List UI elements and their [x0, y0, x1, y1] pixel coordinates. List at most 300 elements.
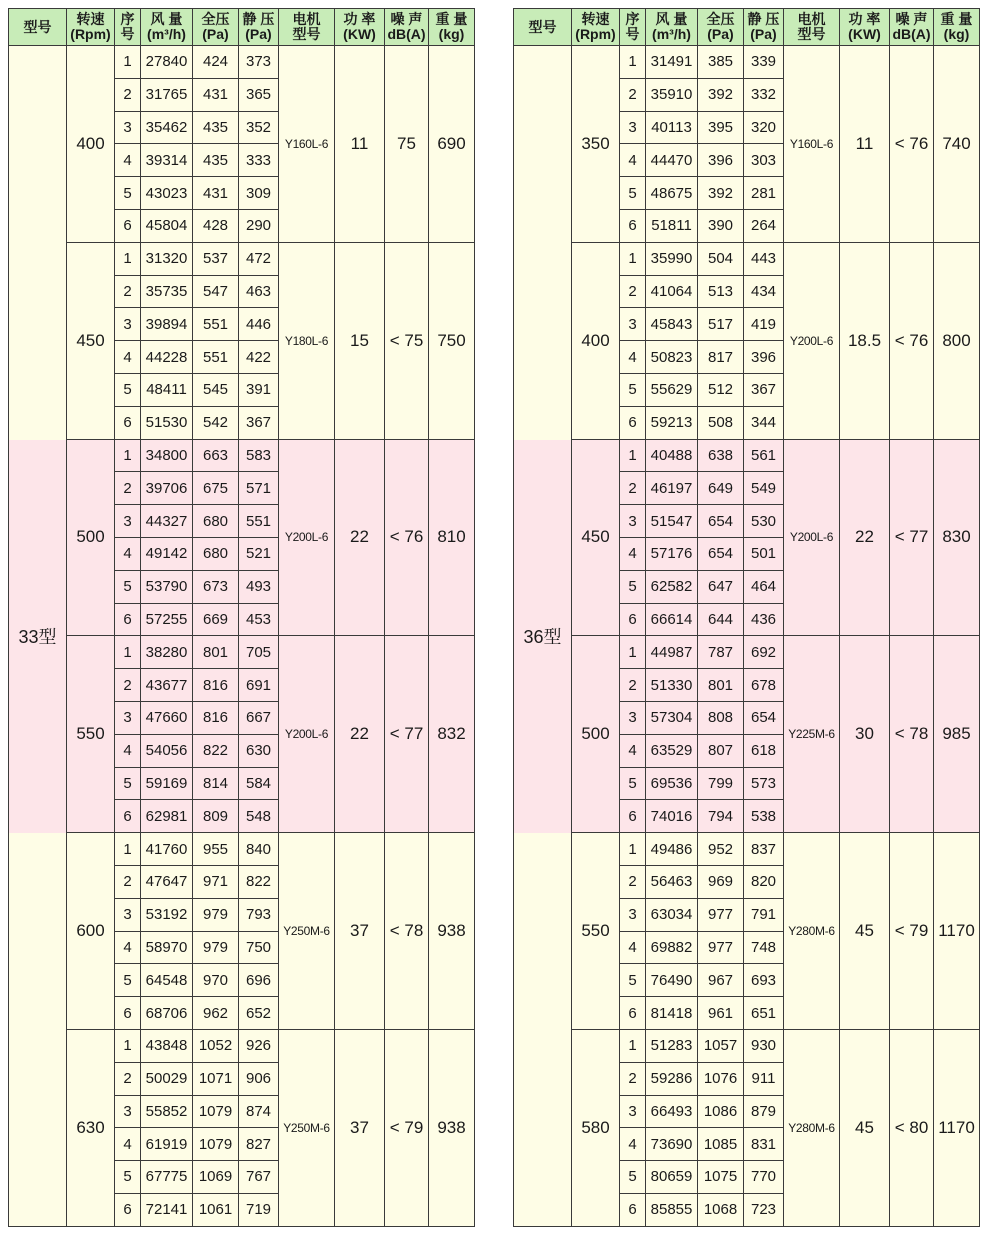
noise-cell: < 78 — [385, 833, 429, 1030]
row-number-cell: 2 — [620, 472, 646, 505]
row-number-cell: 2 — [115, 472, 141, 505]
power-cell: 22 — [335, 439, 385, 636]
total-pressure-cell: 545 — [193, 373, 239, 406]
total-pressure-cell: 817 — [698, 341, 744, 374]
airflow-cell: 40113 — [646, 111, 698, 144]
header-noise — [385, 9, 429, 46]
power-cell: 11 — [840, 46, 890, 243]
airflow-cell: 54056 — [141, 734, 193, 767]
static-pressure-cell: 472 — [239, 242, 279, 275]
static-pressure-cell: 879 — [744, 1095, 784, 1128]
row-number-cell: 4 — [620, 1128, 646, 1161]
table-row — [9, 242, 475, 275]
header-rpm-line: 转速 — [581, 11, 610, 27]
header-motor-line: 型号 — [797, 26, 826, 42]
static-pressure-cell: 530 — [744, 505, 784, 538]
total-pressure-cell: 551 — [193, 341, 239, 374]
motor-model-cell: Y250M-6 — [279, 1029, 335, 1226]
row-number-cell: 2 — [115, 1062, 141, 1095]
table-row — [9, 439, 475, 472]
spec-table-33 — [8, 8, 475, 1227]
header-flow-line: 风 量 — [150, 11, 183, 27]
static-pressure-cell: 678 — [744, 669, 784, 702]
static-pressure-cell: 926 — [239, 1029, 279, 1062]
motor-model-cell: Y160L-6 — [279, 46, 335, 243]
total-pressure-cell: 392 — [698, 78, 744, 111]
header-weight-line: (kg) — [943, 26, 970, 42]
static-pressure-cell: 723 — [744, 1193, 784, 1226]
header-total-pressure-line: (Pa) — [202, 26, 229, 42]
static-pressure-cell: 837 — [744, 833, 784, 866]
power-cell: 45 — [840, 1029, 890, 1226]
static-pressure-cell: 584 — [239, 767, 279, 800]
header-static-pressure — [239, 9, 279, 46]
motor-model-cell: Y200L-6 — [279, 439, 335, 636]
total-pressure-cell: 654 — [698, 505, 744, 538]
airflow-cell: 48411 — [141, 373, 193, 406]
row-number-cell: 4 — [115, 931, 141, 964]
row-number-cell: 4 — [620, 734, 646, 767]
airflow-cell: 74016 — [646, 800, 698, 833]
row-number-cell: 3 — [620, 1095, 646, 1128]
row-number-cell: 4 — [620, 144, 646, 177]
weight-cell: 740 — [934, 46, 980, 243]
row-number-cell: 2 — [620, 865, 646, 898]
airflow-cell: 72141 — [141, 1193, 193, 1226]
total-pressure-cell: 1086 — [698, 1095, 744, 1128]
row-number-cell: 6 — [115, 209, 141, 242]
airflow-cell: 27840 — [141, 46, 193, 79]
row-number-cell: 6 — [115, 406, 141, 439]
rpm-cell: 630 — [67, 1029, 115, 1226]
row-number-cell: 6 — [115, 603, 141, 636]
airflow-cell: 41760 — [141, 833, 193, 866]
weight-cell: 1170 — [934, 833, 980, 1030]
power-cell: 45 — [840, 833, 890, 1030]
total-pressure-cell: 647 — [698, 570, 744, 603]
total-pressure-cell: 816 — [193, 669, 239, 702]
static-pressure-cell: 618 — [744, 734, 784, 767]
header-no-line: 号 — [120, 26, 135, 42]
total-pressure-cell: 977 — [698, 931, 744, 964]
total-pressure-cell: 395 — [698, 111, 744, 144]
static-pressure-cell: 561 — [744, 439, 784, 472]
total-pressure-cell: 1069 — [193, 1161, 239, 1194]
rpm-cell: 400 — [67, 46, 115, 243]
static-pressure-cell: 840 — [239, 833, 279, 866]
airflow-cell: 41064 — [646, 275, 698, 308]
row-number-cell: 6 — [620, 603, 646, 636]
row-number-cell: 1 — [115, 1029, 141, 1062]
header-total-pressure — [193, 9, 239, 46]
total-pressure-cell: 551 — [193, 308, 239, 341]
static-pressure-cell: 793 — [239, 898, 279, 931]
airflow-cell: 68706 — [141, 997, 193, 1030]
total-pressure-cell: 428 — [193, 209, 239, 242]
rpm-cell: 550 — [572, 833, 620, 1030]
motor-model-cell: Y280M-6 — [784, 833, 840, 1030]
header-power-line: (KW) — [848, 26, 881, 42]
noise-cell: < 80 — [890, 1029, 934, 1226]
rpm-cell: 500 — [67, 439, 115, 636]
row-number-cell: 6 — [115, 800, 141, 833]
total-pressure-cell: 675 — [193, 472, 239, 505]
header-motor-line: 型号 — [292, 26, 321, 42]
total-pressure-cell: 971 — [193, 865, 239, 898]
row-number-cell: 4 — [115, 1128, 141, 1161]
header-power-line: 功 率 — [848, 11, 881, 27]
static-pressure-cell: 538 — [744, 800, 784, 833]
static-pressure-cell: 463 — [239, 275, 279, 308]
header-motor-line: 电机 — [797, 11, 826, 27]
total-pressure-cell: 638 — [698, 439, 744, 472]
airflow-cell: 53790 — [141, 570, 193, 603]
row-number-cell: 3 — [620, 308, 646, 341]
row-number-cell: 6 — [620, 209, 646, 242]
static-pressure-cell: 303 — [744, 144, 784, 177]
airflow-cell: 44470 — [646, 144, 698, 177]
header-rpm-line: (Rpm) — [70, 26, 111, 42]
static-pressure-cell: 436 — [744, 603, 784, 636]
header-total-pressure-line: 全压 — [201, 11, 230, 27]
row-number-cell: 1 — [115, 439, 141, 472]
power-cell: 11 — [335, 46, 385, 243]
total-pressure-cell: 673 — [193, 570, 239, 603]
row-number-cell: 1 — [620, 636, 646, 669]
power-cell: 37 — [335, 1029, 385, 1226]
airflow-cell: 44327 — [141, 505, 193, 538]
total-pressure-cell: 431 — [193, 78, 239, 111]
airflow-cell: 31320 — [141, 242, 193, 275]
row-number-cell: 4 — [620, 931, 646, 964]
table-row — [9, 833, 475, 866]
static-pressure-cell: 549 — [744, 472, 784, 505]
static-pressure-cell: 705 — [239, 636, 279, 669]
header-noise-line: 噪 声 — [895, 11, 928, 27]
weight-cell: 938 — [429, 1029, 475, 1226]
airflow-cell: 73690 — [646, 1128, 698, 1161]
airflow-cell: 51283 — [646, 1029, 698, 1062]
total-pressure-cell: 1052 — [193, 1029, 239, 1062]
static-pressure-cell: 770 — [744, 1161, 784, 1194]
header-rpm — [572, 9, 620, 46]
static-pressure-cell: 453 — [239, 603, 279, 636]
static-pressure-cell: 831 — [744, 1128, 784, 1161]
total-pressure-cell: 504 — [698, 242, 744, 275]
static-pressure-cell: 551 — [239, 505, 279, 538]
rpm-cell: 450 — [572, 439, 620, 636]
row-number-cell: 1 — [620, 439, 646, 472]
motor-model-cell: Y160L-6 — [784, 46, 840, 243]
static-pressure-cell: 434 — [744, 275, 784, 308]
row-number-cell: 5 — [620, 570, 646, 603]
static-pressure-cell: 827 — [239, 1128, 279, 1161]
airflow-cell: 80659 — [646, 1161, 698, 1194]
row-number-cell: 3 — [620, 898, 646, 931]
total-pressure-cell: 816 — [193, 701, 239, 734]
airflow-cell: 51330 — [646, 669, 698, 702]
header-noise — [890, 9, 934, 46]
airflow-cell: 51530 — [141, 406, 193, 439]
static-pressure-cell: 748 — [744, 931, 784, 964]
header-weight — [429, 9, 475, 46]
airflow-cell: 45804 — [141, 209, 193, 242]
static-pressure-cell: 691 — [239, 669, 279, 702]
row-number-cell: 6 — [620, 997, 646, 1030]
total-pressure-cell: 1061 — [193, 1193, 239, 1226]
total-pressure-cell: 435 — [193, 144, 239, 177]
row-number-cell: 4 — [115, 734, 141, 767]
total-pressure-cell: 424 — [193, 46, 239, 79]
static-pressure-cell: 571 — [239, 472, 279, 505]
power-cell: 22 — [335, 636, 385, 833]
static-pressure-cell: 391 — [239, 373, 279, 406]
motor-model-cell: Y225M-6 — [784, 636, 840, 833]
header-static-pressure-line: (Pa) — [750, 26, 777, 42]
total-pressure-cell: 390 — [698, 209, 744, 242]
static-pressure-cell: 422 — [239, 341, 279, 374]
static-pressure-cell: 290 — [239, 209, 279, 242]
static-pressure-cell: 820 — [744, 865, 784, 898]
header-static-pressure-line: 静 压 — [747, 11, 780, 27]
airflow-cell: 34800 — [141, 439, 193, 472]
total-pressure-cell: 979 — [193, 931, 239, 964]
motor-model-cell: Y280M-6 — [784, 1029, 840, 1226]
noise-cell: < 76 — [890, 46, 934, 243]
row-number-cell: 2 — [115, 78, 141, 111]
weight-cell: 810 — [429, 439, 475, 636]
header-flow — [646, 9, 698, 46]
weight-cell: 830 — [934, 439, 980, 636]
static-pressure-cell: 446 — [239, 308, 279, 341]
row-number-cell: 1 — [115, 46, 141, 79]
motor-model-cell: Y250M-6 — [279, 833, 335, 1030]
noise-cell: < 79 — [385, 1029, 429, 1226]
noise-cell: < 78 — [890, 636, 934, 833]
static-pressure-cell: 548 — [239, 800, 279, 833]
header-motor-line: 电机 — [292, 11, 321, 27]
header-weight — [934, 9, 980, 46]
noise-cell: < 76 — [385, 439, 429, 636]
header-flow-line: (m³/h) — [652, 26, 691, 42]
noise-cell: 75 — [385, 46, 429, 243]
static-pressure-cell: 667 — [239, 701, 279, 734]
row-number-cell: 2 — [620, 669, 646, 702]
header-rpm-line: (Rpm) — [575, 26, 616, 42]
total-pressure-cell: 517 — [698, 308, 744, 341]
row-number-cell: 3 — [115, 898, 141, 931]
table-row — [514, 242, 980, 275]
row-number-cell: 1 — [115, 636, 141, 669]
static-pressure-cell: 264 — [744, 209, 784, 242]
row-number-cell: 5 — [115, 177, 141, 210]
airflow-cell: 63529 — [646, 734, 698, 767]
row-number-cell: 6 — [115, 1193, 141, 1226]
row-number-cell: 1 — [115, 242, 141, 275]
static-pressure-cell: 696 — [239, 964, 279, 997]
total-pressure-cell: 537 — [193, 242, 239, 275]
row-number-cell: 3 — [620, 505, 646, 538]
total-pressure-cell: 822 — [193, 734, 239, 767]
total-pressure-cell: 814 — [193, 767, 239, 800]
noise-cell: < 79 — [890, 833, 934, 1030]
total-pressure-cell: 809 — [193, 800, 239, 833]
total-pressure-cell: 801 — [698, 669, 744, 702]
total-pressure-cell: 644 — [698, 603, 744, 636]
airflow-cell: 38280 — [141, 636, 193, 669]
noise-cell: < 77 — [890, 439, 934, 636]
row-number-cell: 1 — [620, 833, 646, 866]
airflow-cell: 64548 — [141, 964, 193, 997]
table-row — [9, 636, 475, 669]
airflow-cell: 57176 — [646, 537, 698, 570]
static-pressure-cell: 930 — [744, 1029, 784, 1062]
static-pressure-cell: 332 — [744, 78, 784, 111]
row-number-cell: 5 — [115, 767, 141, 800]
power-cell: 30 — [840, 636, 890, 833]
row-number-cell: 3 — [620, 701, 646, 734]
weight-cell: 690 — [429, 46, 475, 243]
row-number-cell: 4 — [620, 537, 646, 570]
static-pressure-cell: 396 — [744, 341, 784, 374]
airflow-cell: 50823 — [646, 341, 698, 374]
static-pressure-cell: 906 — [239, 1062, 279, 1095]
row-number-cell: 1 — [620, 242, 646, 275]
total-pressure-cell: 807 — [698, 734, 744, 767]
total-pressure-cell: 385 — [698, 46, 744, 79]
table-row — [514, 833, 980, 866]
row-number-cell: 4 — [115, 341, 141, 374]
airflow-cell: 35462 — [141, 111, 193, 144]
total-pressure-cell: 663 — [193, 439, 239, 472]
static-pressure-cell: 693 — [744, 964, 784, 997]
airflow-cell: 46197 — [646, 472, 698, 505]
total-pressure-cell: 799 — [698, 767, 744, 800]
header-weight-line: 重 量 — [940, 11, 973, 27]
row-number-cell: 5 — [620, 964, 646, 997]
static-pressure-cell: 822 — [239, 865, 279, 898]
weight-cell: 985 — [934, 636, 980, 833]
airflow-cell: 62981 — [141, 800, 193, 833]
static-pressure-cell: 373 — [239, 46, 279, 79]
row-number-cell: 1 — [620, 1029, 646, 1062]
row-number-cell: 3 — [115, 1095, 141, 1128]
total-pressure-cell: 979 — [193, 898, 239, 931]
airflow-cell: 66493 — [646, 1095, 698, 1128]
total-pressure-cell: 680 — [193, 505, 239, 538]
header-static-pressure — [744, 9, 784, 46]
total-pressure-cell: 649 — [698, 472, 744, 505]
header-weight-line: 重 量 — [435, 11, 468, 27]
table-row — [514, 46, 980, 79]
airflow-cell: 39314 — [141, 144, 193, 177]
airflow-cell: 40488 — [646, 439, 698, 472]
airflow-cell: 63034 — [646, 898, 698, 931]
static-pressure-cell: 874 — [239, 1095, 279, 1128]
total-pressure-cell: 513 — [698, 275, 744, 308]
row-number-cell: 6 — [115, 997, 141, 1030]
header-motor — [784, 9, 840, 46]
row-number-cell: 2 — [115, 669, 141, 702]
row-number-cell: 4 — [115, 537, 141, 570]
weight-cell: 800 — [934, 242, 980, 439]
total-pressure-cell: 970 — [193, 964, 239, 997]
airflow-cell: 59213 — [646, 406, 698, 439]
total-pressure-cell: 547 — [193, 275, 239, 308]
static-pressure-cell: 367 — [239, 406, 279, 439]
airflow-cell: 59286 — [646, 1062, 698, 1095]
static-pressure-cell: 719 — [239, 1193, 279, 1226]
header-flow-line: 风 量 — [655, 11, 688, 27]
total-pressure-cell: 431 — [193, 177, 239, 210]
model-label: 36型 — [514, 46, 572, 1227]
airflow-cell: 59169 — [141, 767, 193, 800]
total-pressure-cell: 680 — [193, 537, 239, 570]
rpm-cell: 400 — [572, 242, 620, 439]
row-number-cell: 6 — [620, 800, 646, 833]
total-pressure-cell: 1057 — [698, 1029, 744, 1062]
total-pressure-cell: 1076 — [698, 1062, 744, 1095]
total-pressure-cell: 435 — [193, 111, 239, 144]
weight-cell: 1170 — [934, 1029, 980, 1226]
total-pressure-cell: 794 — [698, 800, 744, 833]
static-pressure-cell: 692 — [744, 636, 784, 669]
motor-model-cell: Y200L-6 — [279, 636, 335, 833]
static-pressure-cell: 767 — [239, 1161, 279, 1194]
noise-cell: < 75 — [385, 242, 429, 439]
power-cell: 22 — [840, 439, 890, 636]
total-pressure-cell: 1085 — [698, 1128, 744, 1161]
airflow-cell: 85855 — [646, 1193, 698, 1226]
rpm-cell: 600 — [67, 833, 115, 1030]
total-pressure-cell: 969 — [698, 865, 744, 898]
row-number-cell: 5 — [620, 373, 646, 406]
total-pressure-cell: 654 — [698, 537, 744, 570]
power-cell: 18.5 — [840, 242, 890, 439]
power-cell: 15 — [335, 242, 385, 439]
row-number-cell: 3 — [620, 111, 646, 144]
static-pressure-cell: 501 — [744, 537, 784, 570]
rpm-cell: 500 — [572, 636, 620, 833]
airflow-cell: 44987 — [646, 636, 698, 669]
total-pressure-cell: 962 — [193, 997, 239, 1030]
header-noise-line: dB(A) — [892, 26, 931, 42]
static-pressure-cell: 309 — [239, 177, 279, 210]
airflow-cell: 81418 — [646, 997, 698, 1030]
header-no — [620, 9, 646, 46]
static-pressure-cell: 320 — [744, 111, 784, 144]
static-pressure-cell: 583 — [239, 439, 279, 472]
static-pressure-cell: 464 — [744, 570, 784, 603]
header-power — [840, 9, 890, 46]
airflow-cell: 66614 — [646, 603, 698, 636]
airflow-cell: 55629 — [646, 373, 698, 406]
model-label: 33型 — [9, 46, 67, 1227]
table-row — [514, 439, 980, 472]
total-pressure-cell: 955 — [193, 833, 239, 866]
rpm-cell: 350 — [572, 46, 620, 243]
header-model: 型号 — [514, 9, 572, 46]
header-no-line: 号 — [625, 26, 640, 42]
airflow-cell: 49142 — [141, 537, 193, 570]
total-pressure-cell: 392 — [698, 177, 744, 210]
row-number-cell: 1 — [115, 833, 141, 866]
weight-cell: 938 — [429, 833, 475, 1030]
total-pressure-cell: 1079 — [193, 1095, 239, 1128]
total-pressure-cell: 1079 — [193, 1128, 239, 1161]
header-total-pressure — [698, 9, 744, 46]
row-number-cell: 4 — [620, 341, 646, 374]
